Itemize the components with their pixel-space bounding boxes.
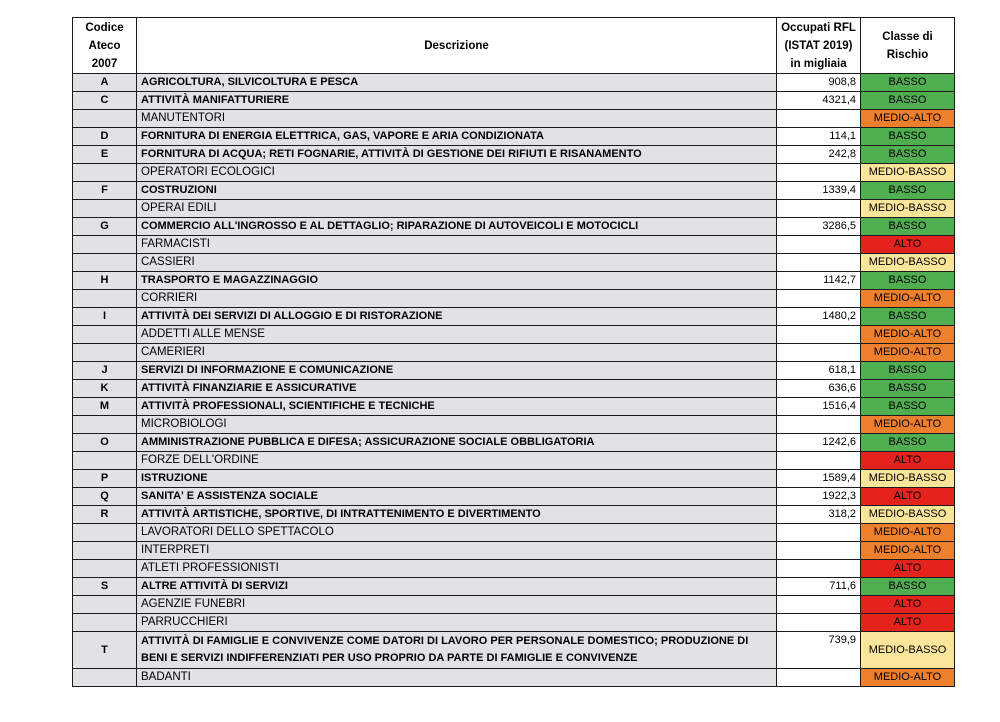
ateco-code-cell: [73, 669, 137, 687]
employed-count-cell: 739,9: [777, 632, 861, 669]
risk-class-badge: BASSO: [861, 92, 955, 110]
occupation-description-cell: ATLETI PROFESSIONISTI: [137, 560, 777, 578]
table-row: [73, 470, 955, 488]
table-row: [73, 164, 955, 182]
table-row: [73, 578, 955, 596]
risk-class-badge: MEDIO-BASSO: [861, 506, 955, 524]
table-row: [73, 434, 955, 452]
risk-classification-table: [72, 17, 955, 687]
table-row: [73, 452, 955, 470]
risk-class-badge: MEDIO-BASSO: [861, 632, 955, 669]
table-row: [73, 200, 955, 218]
table-row: [73, 669, 955, 687]
risk-class-badge: BASSO: [861, 308, 955, 326]
employed-count-cell: [777, 164, 861, 182]
employed-count-cell: 1142,7: [777, 272, 861, 290]
ateco-code-cell: K: [73, 380, 137, 398]
ateco-code-cell: A: [73, 74, 137, 92]
ateco-code-cell: O: [73, 434, 137, 452]
ateco-code-cell: [73, 290, 137, 308]
table-row: [73, 218, 955, 236]
employed-count-cell: 1480,2: [777, 308, 861, 326]
employed-count-cell: [777, 290, 861, 308]
ateco-code-cell: [73, 110, 137, 128]
risk-class-badge: MEDIO-ALTO: [861, 416, 955, 434]
risk-class-badge: BASSO: [861, 74, 955, 92]
employed-count-cell: 908,8: [777, 74, 861, 92]
risk-class-badge: MEDIO-ALTO: [861, 290, 955, 308]
employed-count-cell: 242,8: [777, 146, 861, 164]
employed-count-cell: 1589,4: [777, 470, 861, 488]
table-row: [73, 614, 955, 632]
table-row: [73, 92, 955, 110]
ateco-code-cell: [73, 344, 137, 362]
table-row: [73, 326, 955, 344]
employed-count-cell: [777, 326, 861, 344]
table-row: [73, 506, 955, 524]
ateco-code-cell: [73, 236, 137, 254]
sector-description-cell: AGRICOLTURA, SILVICOLTURA E PESCA: [137, 74, 777, 92]
ateco-code-cell: [73, 452, 137, 470]
table-row: [73, 74, 955, 92]
occupation-description-cell: MICROBIOLOGI: [137, 416, 777, 434]
employed-count-cell: 318,2: [777, 506, 861, 524]
ateco-code-cell: [73, 164, 137, 182]
table-row: [73, 560, 955, 578]
risk-class-badge: MEDIO-BASSO: [861, 470, 955, 488]
sector-description-cell: FORNITURA DI ACQUA; RETI FOGNARIE, ATTIVITÀ DI GESTIONE DEI RIFIUTI E RISANAMENTO: [137, 146, 777, 164]
table-row: [73, 362, 955, 380]
employed-count-cell: [777, 110, 861, 128]
ateco-code-cell: E: [73, 146, 137, 164]
ateco-code-cell: T: [73, 632, 137, 669]
risk-class-badge: ALTO: [861, 452, 955, 470]
employed-count-cell: [777, 560, 861, 578]
table-row: [73, 488, 955, 506]
ateco-code-cell: G: [73, 218, 137, 236]
ateco-code-cell: M: [73, 398, 137, 416]
occupation-description-cell: FORZE DELL'ORDINE: [137, 452, 777, 470]
table-row: [73, 182, 955, 200]
header-row: [73, 18, 955, 74]
ateco-code-cell: S: [73, 578, 137, 596]
employed-count-cell: 1339,4: [777, 182, 861, 200]
risk-class-badge: MEDIO-BASSO: [861, 200, 955, 218]
employed-count-cell: 711,6: [777, 578, 861, 596]
ateco-code-cell: [73, 416, 137, 434]
occupation-description-cell: ADDETTI ALLE MENSE: [137, 326, 777, 344]
sector-description-cell: ATTIVITÀ PROFESSIONALI, SCIENTIFICHE E TECNICHE: [137, 398, 777, 416]
ateco-code-cell: [73, 524, 137, 542]
table-row: [73, 254, 955, 272]
sector-description-cell: FORNITURA DI ENERGIA ELETTRICA, GAS, VAPORE E ARIA CONDIZIONATA: [137, 128, 777, 146]
sector-description-cell: ATTIVITÀ DI FAMIGLIE E CONVIVENZE COME DATORI DI LAVORO PER PERSONALE DOMESTICO; PRODUZIONE DI BENI E SERVIZI INDIFFERENZIATI PER USO PROPRIO DA PARTE DI FAMIGLIE E CONVIVENZE: [137, 632, 777, 669]
sector-description-cell: ATTIVITÀ DEI SERVIZI DI ALLOGGIO E DI RISTORAZIONE: [137, 308, 777, 326]
risk-class-badge: BASSO: [861, 398, 955, 416]
risk-class-badge: BASSO: [861, 218, 955, 236]
occupation-description-cell: CORRIERI: [137, 290, 777, 308]
header-employed: Occupati RFL (ISTAT 2019) in migliaia: [777, 18, 861, 74]
occupation-description-cell: CAMERIERI: [137, 344, 777, 362]
table-row: [73, 128, 955, 146]
risk-class-badge: ALTO: [861, 560, 955, 578]
table-row: [73, 290, 955, 308]
risk-class-badge: MEDIO-ALTO: [861, 110, 955, 128]
occupation-description-cell: AGENZIE FUNEBRI: [137, 596, 777, 614]
risk-class-badge: MEDIO-BASSO: [861, 254, 955, 272]
employed-count-cell: [777, 344, 861, 362]
sector-description-cell: AMMINISTRAZIONE PUBBLICA E DIFESA; ASSICURAZIONE SOCIALE OBBLIGATORIA: [137, 434, 777, 452]
table-row: [73, 632, 955, 669]
employed-count-cell: [777, 669, 861, 687]
header-risk-class: Classe di Rischio: [861, 18, 955, 74]
sector-description-cell: ATTIVITÀ FINANZIARIE E ASSICURATIVE: [137, 380, 777, 398]
ateco-code-cell: [73, 614, 137, 632]
table-row: [73, 380, 955, 398]
ateco-code-cell: [73, 560, 137, 578]
ateco-code-cell: [73, 542, 137, 560]
employed-count-cell: 618,1: [777, 362, 861, 380]
ateco-code-cell: [73, 200, 137, 218]
employed-count-cell: [777, 452, 861, 470]
ateco-code-cell: I: [73, 308, 137, 326]
ateco-code-cell: R: [73, 506, 137, 524]
table-row: [73, 236, 955, 254]
risk-class-badge: MEDIO-ALTO: [861, 344, 955, 362]
ateco-code-cell: [73, 254, 137, 272]
risk-class-badge: MEDIO-ALTO: [861, 669, 955, 687]
ateco-code-cell: J: [73, 362, 137, 380]
employed-count-cell: 636,6: [777, 380, 861, 398]
ateco-code-cell: [73, 596, 137, 614]
employed-count-cell: 4321,4: [777, 92, 861, 110]
risk-class-badge: BASSO: [861, 380, 955, 398]
employed-count-cell: 1516,4: [777, 398, 861, 416]
risk-class-badge: MEDIO-ALTO: [861, 542, 955, 560]
risk-class-badge: BASSO: [861, 146, 955, 164]
header-description: Descrizione: [137, 18, 777, 74]
risk-class-badge: ALTO: [861, 488, 955, 506]
table-row: [73, 596, 955, 614]
table-row: [73, 308, 955, 326]
sector-description-cell: ATTIVITÀ MANIFATTURIERE: [137, 92, 777, 110]
risk-class-badge: BASSO: [861, 272, 955, 290]
employed-count-cell: [777, 200, 861, 218]
sector-description-cell: COMMERCIO ALL'INGROSSO E AL DETTAGLIO; RIPARAZIONE DI AUTOVEICOLI E MOTOCICLI: [137, 218, 777, 236]
table-row: [73, 110, 955, 128]
occupation-description-cell: OPERAI EDILI: [137, 200, 777, 218]
occupation-description-cell: PARRUCCHIERI: [137, 614, 777, 632]
sector-description-cell: COSTRUZIONI: [137, 182, 777, 200]
ateco-code-cell: [73, 326, 137, 344]
risk-class-badge: BASSO: [861, 362, 955, 380]
occupation-description-cell: INTERPRETI: [137, 542, 777, 560]
employed-count-cell: 3286,5: [777, 218, 861, 236]
sector-description-cell: ATTIVITÀ ARTISTICHE, SPORTIVE, DI INTRATTENIMENTO E DIVERTIMENTO: [137, 506, 777, 524]
occupation-description-cell: FARMACISTI: [137, 236, 777, 254]
table-body: [73, 74, 955, 687]
ateco-code-cell: H: [73, 272, 137, 290]
ateco-code-cell: D: [73, 128, 137, 146]
risk-class-badge: MEDIO-ALTO: [861, 326, 955, 344]
table-row: [73, 524, 955, 542]
ateco-code-cell: Q: [73, 488, 137, 506]
sector-description-cell: SERVIZI DI INFORMAZIONE E COMUNICAZIONE: [137, 362, 777, 380]
table-row: [73, 416, 955, 434]
risk-class-badge: BASSO: [861, 128, 955, 146]
employed-count-cell: [777, 524, 861, 542]
employed-count-cell: [777, 614, 861, 632]
occupation-description-cell: MANUTENTORI: [137, 110, 777, 128]
header-code: Codice Ateco 2007: [73, 18, 137, 74]
ateco-code-cell: F: [73, 182, 137, 200]
occupation-description-cell: BADANTI: [137, 669, 777, 687]
table-row: [73, 344, 955, 362]
risk-class-badge: ALTO: [861, 236, 955, 254]
sector-description-cell: ALTRE ATTIVITÀ DI SERVIZI: [137, 578, 777, 596]
employed-count-cell: [777, 254, 861, 272]
employed-count-cell: 1242,6: [777, 434, 861, 452]
sector-description-cell: ISTRUZIONE: [137, 470, 777, 488]
employed-count-cell: 1922,3: [777, 488, 861, 506]
occupation-description-cell: CASSIERI: [137, 254, 777, 272]
risk-class-badge: ALTO: [861, 596, 955, 614]
sector-description-cell: SANITA' E ASSISTENZA SOCIALE: [137, 488, 777, 506]
table-row: [73, 272, 955, 290]
occupation-description-cell: OPERATORI ECOLOGICI: [137, 164, 777, 182]
occupation-description-cell: LAVORATORI DELLO SPETTACOLO: [137, 524, 777, 542]
risk-class-badge: ALTO: [861, 614, 955, 632]
employed-count-cell: [777, 542, 861, 560]
table-row: [73, 398, 955, 416]
risk-class-badge: MEDIO-BASSO: [861, 164, 955, 182]
risk-class-badge: MEDIO-ALTO: [861, 524, 955, 542]
employed-count-cell: [777, 416, 861, 434]
ateco-code-cell: P: [73, 470, 137, 488]
table-row: [73, 146, 955, 164]
employed-count-cell: [777, 236, 861, 254]
employed-count-cell: [777, 596, 861, 614]
ateco-code-cell: C: [73, 92, 137, 110]
employed-count-cell: 114,1: [777, 128, 861, 146]
table-row: [73, 542, 955, 560]
risk-class-badge: BASSO: [861, 578, 955, 596]
risk-class-badge: BASSO: [861, 434, 955, 452]
sector-description-cell: TRASPORTO E MAGAZZINAGGIO: [137, 272, 777, 290]
risk-class-badge: BASSO: [861, 182, 955, 200]
